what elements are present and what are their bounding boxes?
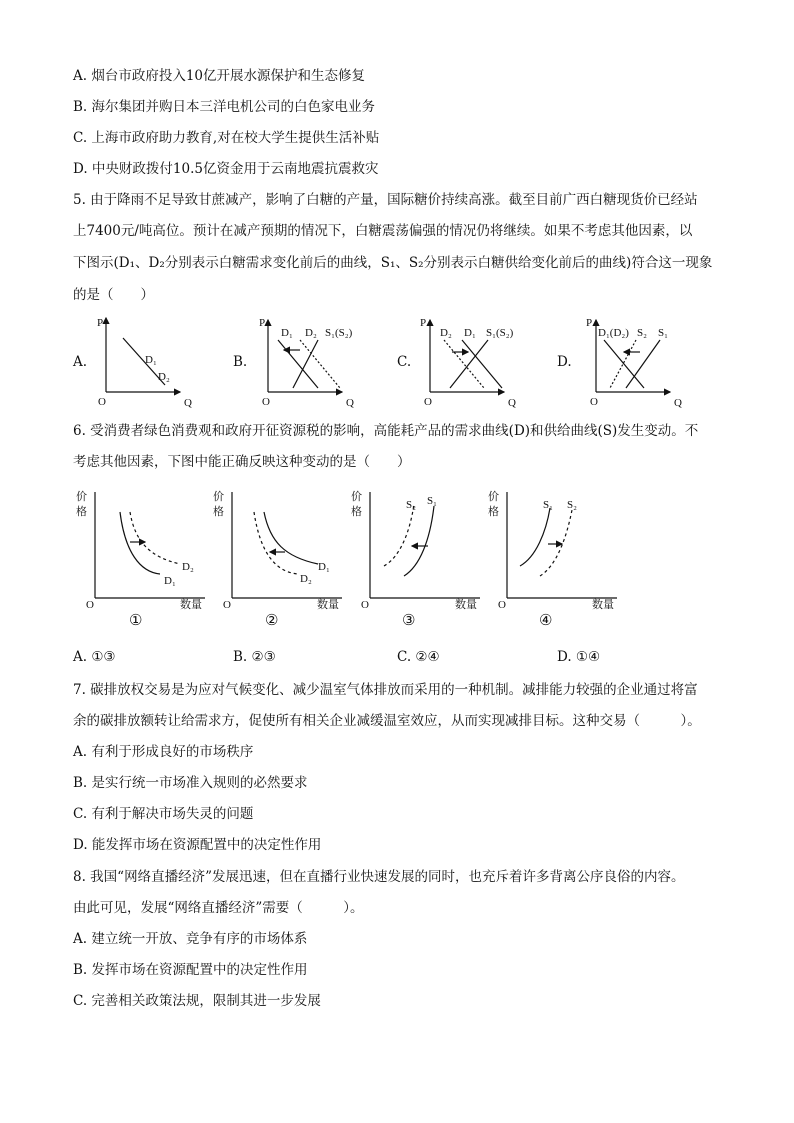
q6-g2-label-2: D₂ — [300, 573, 312, 585]
q5-c-o-label: O — [424, 396, 432, 408]
q6-g2-label-1: D₁ — [318, 561, 330, 573]
q7-option-d: D. 能发挥市场在资源配置中的决定性作用 — [73, 837, 322, 853]
q6-graph-4-caption: ④ — [539, 611, 553, 629]
q4-option-d: D. 中央财政拨付10.5亿资金用于云南地震抗震救灾 — [73, 161, 379, 177]
q6-graph-1 — [95, 492, 205, 598]
q4-option-b: B. 海尔集团并购日本三洋电机公司的白色家电业务 — [73, 99, 376, 115]
q6-g4-label-2: S₂ — [567, 499, 577, 511]
q8-option-b: B. 发挥市场在资源配置中的决定性作用 — [73, 962, 308, 978]
q5-text-line: 5. 由于降雨不足导致甘蔗减产，影响了白糖的产量，国际糖价持续高涨。截至目前广西白糖现货价已经站 — [73, 192, 698, 208]
q6-g3-y-label-2: 格 — [351, 506, 362, 518]
q5-a-p-label: P — [97, 317, 104, 329]
q7-text-line: 7. 碳排放权交易是为应对气候变化、减少温室气体排放而采用的一种机制。减排能力较强的企业通过将富 — [73, 682, 698, 698]
q6-text-line: 考虑其他因素，下图中能正确反映这种变动的是（ ） — [73, 454, 411, 470]
q6-option-a: A. ①③ — [73, 649, 116, 665]
q6-graph-3 — [370, 492, 480, 598]
q5-b-d1-label: D₁ — [281, 327, 293, 339]
q6-graph-3-caption: ③ — [402, 611, 416, 629]
q5-b-s-label: S₁(S₂) — [325, 327, 353, 339]
q6-graph-2-caption: ② — [265, 611, 279, 629]
q5-text-line: 上7400元/吨高位。预计在减产预期的情况下，白糖震荡偏强的情况仍将继续。如果不考虑其他因素，以 — [73, 223, 693, 239]
q6-g2-origin: O — [223, 599, 231, 611]
q5-b-d2-label: D₂ — [305, 327, 317, 339]
q6-g4-origin: O — [498, 599, 506, 611]
q7-option-a: A. 有利于形成良好的市场秩序 — [73, 744, 254, 760]
q6-g4-x-label: 数量 — [592, 599, 614, 611]
q5-a-o-label: O — [98, 396, 106, 408]
q8-option-c: C. 完善相关政策法规，限制其进一步发展 — [73, 993, 321, 1009]
q6-graph-2 — [232, 492, 342, 598]
q5-d-p-label: P — [586, 317, 593, 329]
q6-g3-origin: O — [361, 599, 369, 611]
q6-graphs — [0, 482, 794, 672]
q6-g1-x-label: 数量 — [180, 599, 202, 611]
q5-c-p-label: P — [420, 317, 427, 329]
q5-b-q-label: Q — [346, 397, 354, 409]
q6-g2-y-label-2: 格 — [213, 506, 224, 518]
q5-c-d2-label: D₂ — [440, 327, 452, 339]
q8-text-line: 8. 我国“网络直播经济”发展迅速，但在直播行业快速发展的同时，也充斥着许多背离公序良俗的内容。 — [73, 869, 685, 885]
q4-option-c: C. 上海市政府助力教育,对在校大学生提供生活补贴 — [73, 130, 380, 146]
q6-g1-origin: O — [86, 599, 94, 611]
q6-option-c: C. ②④ — [397, 649, 440, 665]
q5-option-b-label: B. — [233, 354, 248, 370]
q5-c-q-label: Q — [508, 397, 516, 409]
q5-a-d2-label: D₂ — [158, 371, 170, 383]
q5-text-line: 下图示(D₁、D₂分别表示白糖需求变化前后的曲线，S₁、S₂分别表示白糖供给变化前后的曲线)符合这一现象 — [73, 255, 713, 271]
q6-g2-y-label-1: 价 — [213, 491, 224, 503]
q6-graph-4 — [507, 492, 617, 598]
q6-g4-label-1: S₁ — [543, 499, 553, 511]
q6-option-b: B. ②③ — [233, 649, 276, 665]
q6-g3-label-1: S₂ — [406, 499, 416, 511]
q6-graph-1-caption: ① — [129, 611, 143, 629]
q6-g1-label-1: D₂ — [182, 561, 194, 573]
q5-d-d-label: D₁(D₂) — [598, 327, 629, 339]
q6-g3-y-label-1: 价 — [351, 491, 362, 503]
q4-option-a: A. 烟台市政府投入10亿开展水源保护和生态修复 — [73, 68, 366, 84]
q5-b-o-label: O — [262, 396, 270, 408]
q8-text-line: 由此可见，发展“网络直播经济”需要（ ）。 — [73, 900, 364, 916]
q5-a-d1-label: D₁ — [145, 354, 157, 366]
q7-option-b: B. 是实行统一市场准入规则的必然要求 — [73, 775, 308, 791]
q6-g1-y-label-1: 价 — [76, 491, 87, 503]
q8-option-a: A. 建立统一开放、竞争有序的市场体系 — [73, 931, 308, 947]
q5-c-s-label: S₁(S₂) — [486, 327, 514, 339]
q5-a-q-label: Q — [184, 397, 192, 409]
q6-g1-y-label-2: 格 — [76, 506, 87, 518]
q5-d-o-label: O — [590, 396, 598, 408]
q5-option-a-label: A. — [73, 354, 88, 370]
q5-b-p-label: P — [259, 317, 266, 329]
q7-option-c: C. 有利于解决市场失灵的问题 — [73, 806, 254, 822]
q6-g3-x-label: 数量 — [455, 599, 477, 611]
q5-d-q-label: Q — [674, 397, 682, 409]
q6-option-d: D. ①④ — [557, 649, 601, 665]
q5-d-s1-label: S₁ — [658, 327, 668, 339]
q7-text-line: 余的碳排放额转让给需求方，促使所有相关企业减缓温室效应，从而实现减排目标。这种交易（ ）。 — [73, 713, 701, 729]
q6-g3-label-2: S₁ — [427, 495, 437, 507]
q6-g4-y-label-1: 价 — [488, 491, 499, 503]
q5-c-d1-label: D₁ — [464, 327, 476, 339]
q6-g1-label-2: D₁ — [164, 575, 176, 587]
q5-d-s2-label: S₂ — [637, 327, 647, 339]
q6-g2-x-label: 数量 — [317, 599, 339, 611]
q6-g4-y-label-2: 格 — [488, 506, 499, 518]
q5-graphs — [0, 0, 794, 420]
q6-text-line: 6. 受消费者绿色消费观和政府开征资源税的影响，高能耗产品的需求曲线(D)和供给曲线(S)发生变动。不 — [73, 423, 699, 439]
q5-option-d-label: D. — [557, 354, 572, 370]
q5-text-line: 的是（ ） — [73, 287, 154, 303]
q5-option-c-label: C. — [397, 354, 412, 370]
